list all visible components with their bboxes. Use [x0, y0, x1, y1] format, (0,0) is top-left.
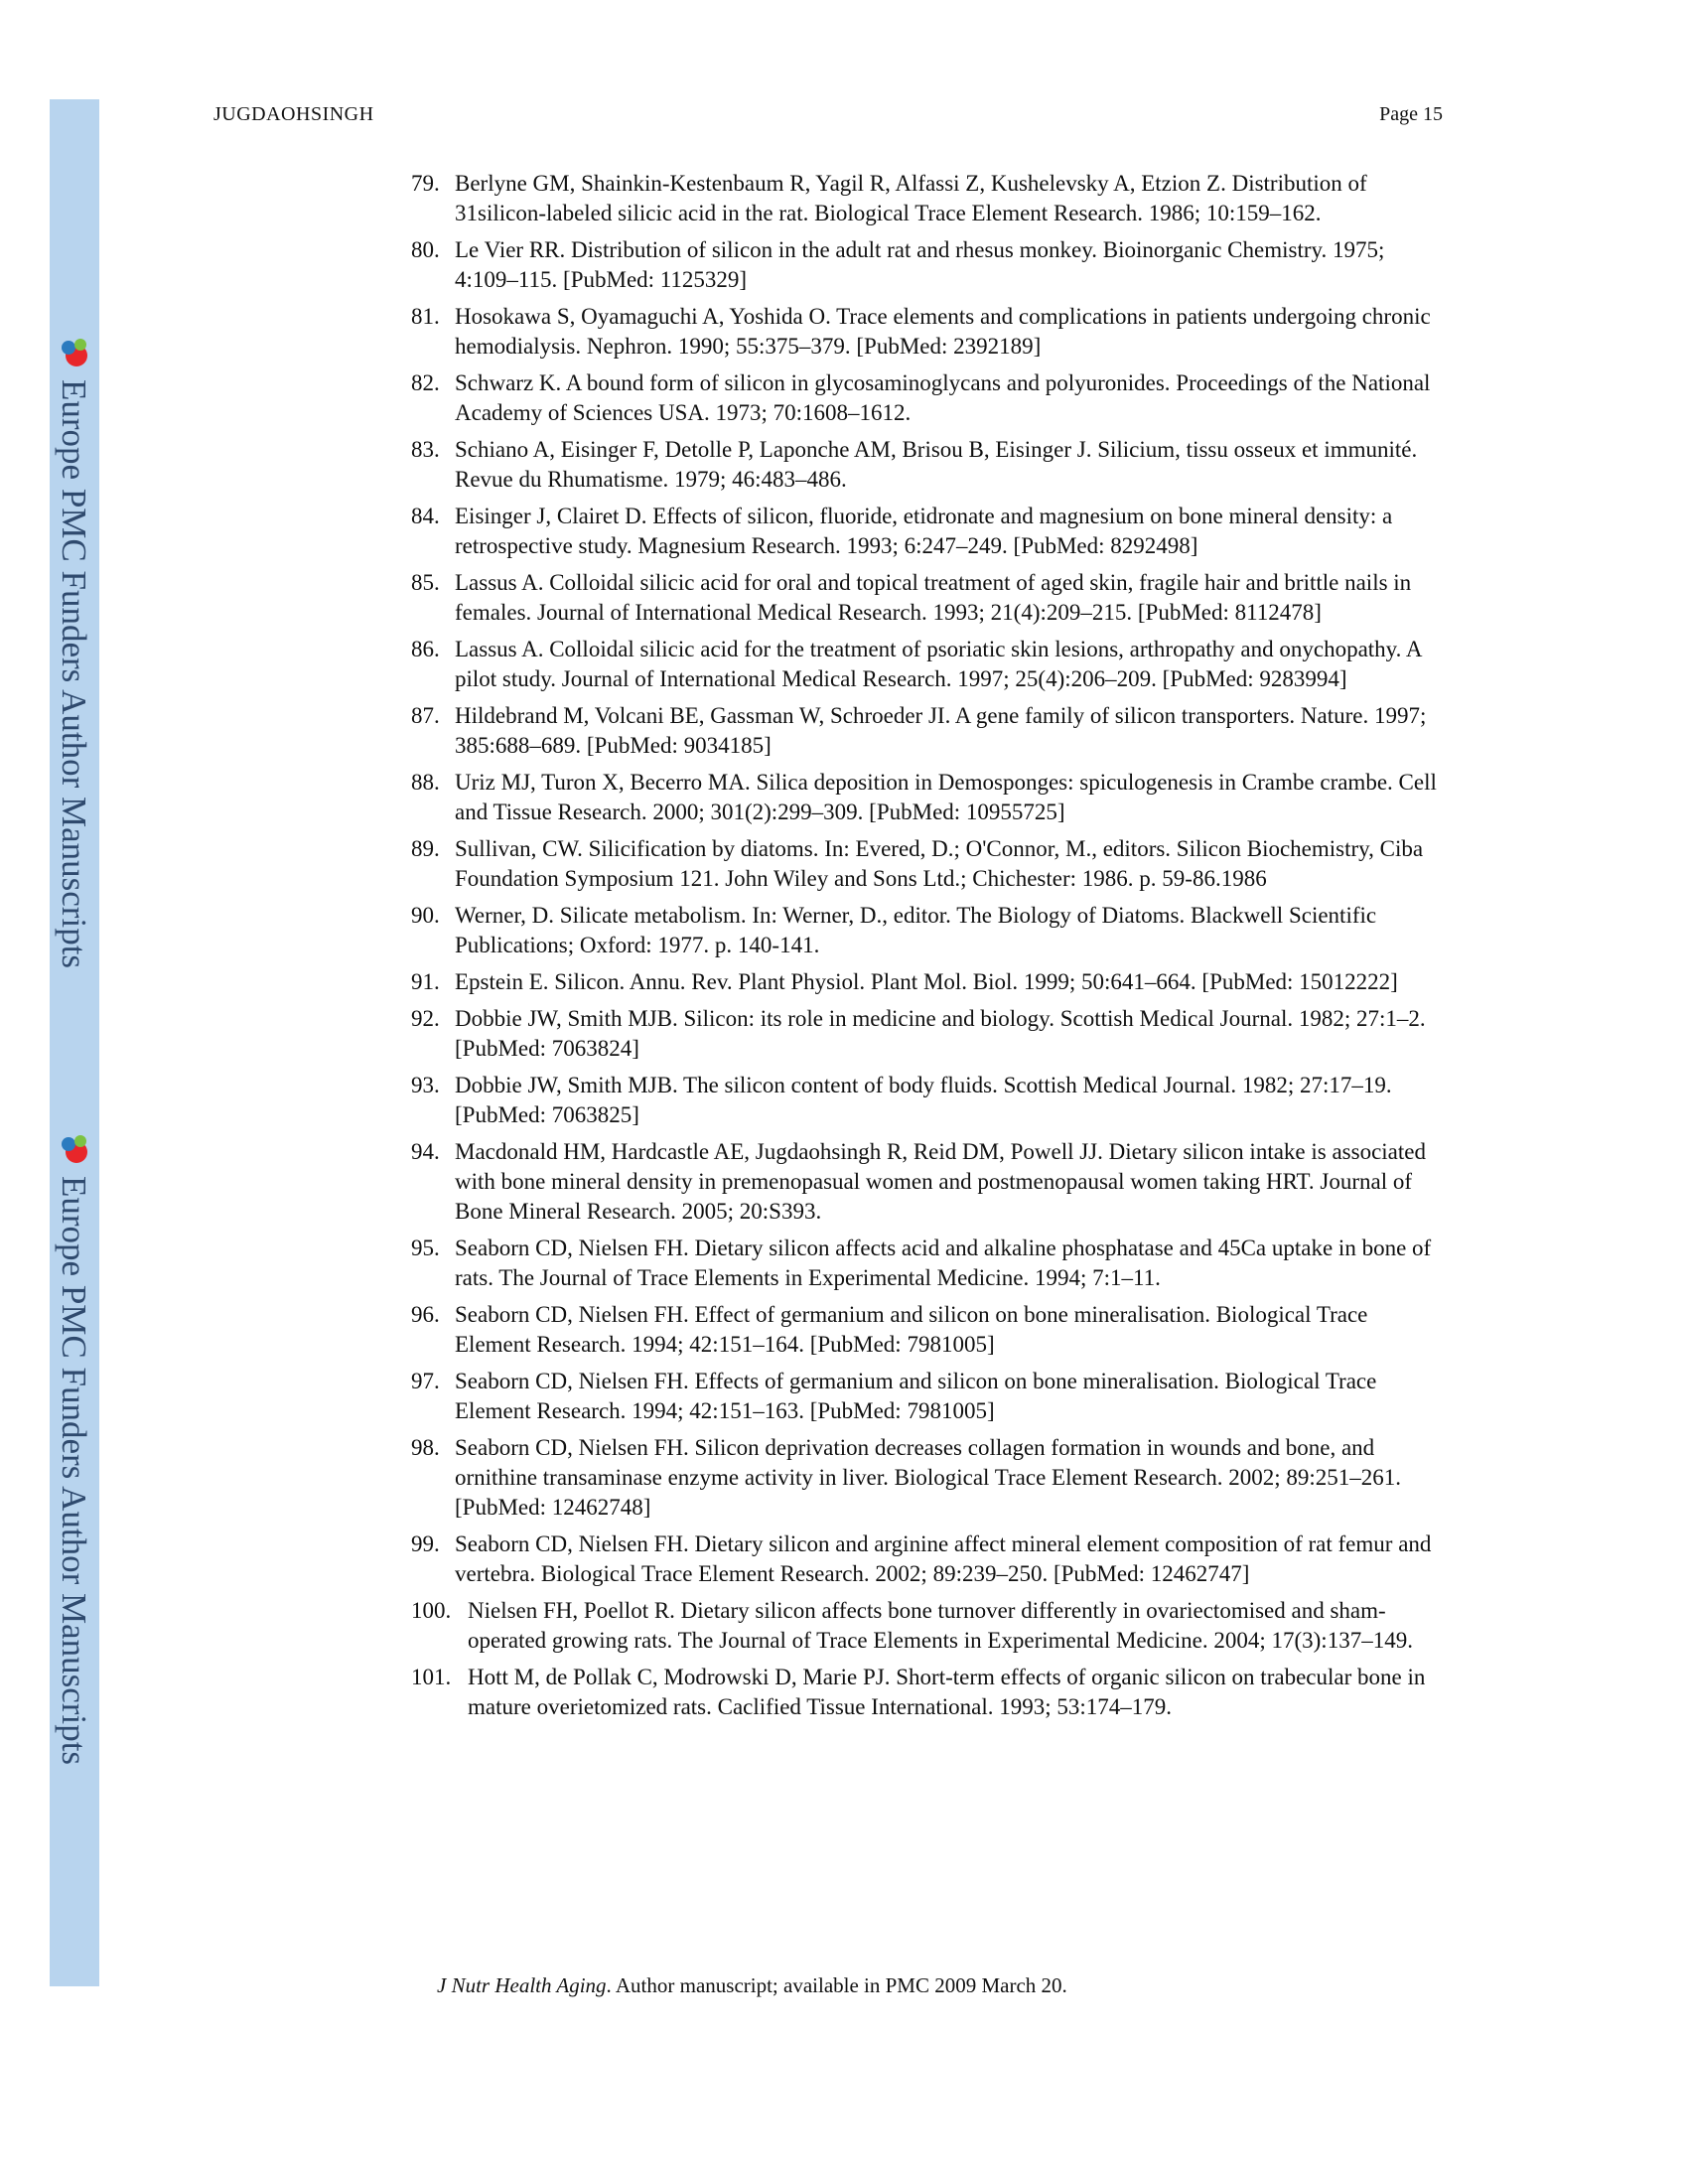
reference-text: Hosokawa S, Oyamaguchi A, Yoshida O. Trace elements and complications in patients undergoing chronic hemodialysis. Nephron. 1990; 55:375–379. [PubMed: 2392189]	[455, 304, 1431, 359]
reference-text: Uriz MJ, Turon X, Becerro MA. Silica deposition in Demosponges: spiculogenesis in Crambe crambe. Cell and Tissue Research. 2000; 301(2):299–309. [PubMed: 10955725]	[455, 770, 1437, 824]
reference-item	[411, 1071, 1444, 1130]
europe-pmc-logo-icon	[57, 1132, 92, 1168]
reference-text: Le Vier RR. Distribution of silicon in the adult rat and rhesus monkey. Bioinorganic Chemistry. 1975; 4:109–115. [PubMed: 1125329]	[455, 237, 1385, 292]
reference-text: Seaborn CD, Nielsen FH. Dietary silicon affects acid and alkaline phosphatase and 45Ca uptake in bone of rats. The Journal of Trace Elements in Experimental Medicine. 1994; 7:1–11.	[455, 1236, 1432, 1290]
reference-number: 90.	[411, 903, 440, 928]
reference-item	[411, 502, 1444, 561]
reference-item	[411, 1300, 1444, 1360]
reference-number: 97.	[411, 1369, 440, 1393]
reference-number: 93.	[411, 1073, 440, 1097]
reference-item	[411, 834, 1444, 894]
reference-text: Seaborn CD, Nielsen FH. Dietary silicon and arginine affect mineral element composition of rat femur and vertebra. Biological Trace Element Research. 2002; 89:239–250. [PubMed: 12462747]	[455, 1531, 1432, 1586]
reference-item	[411, 967, 1444, 997]
reference-text: Eisinger J, Clairet D. Effects of silicon, fluoride, etidronate and magnesium on bone mineral density: a retrospective study. Magnesium Research. 1993; 6:247–249. [PubMed: 8292498]	[455, 504, 1393, 558]
reference-text: Berlyne GM, Shainkin-Kestenbaum R, Yagil R, Alfassi Z, Kushelevsky A, Etzion Z. Distribution of 31silicon-labeled silicic acid in the rat. Biological Trace Element Research. 1986; 10:159–162.	[455, 171, 1367, 225]
reference-item	[411, 169, 1444, 228]
reference-number: 98.	[411, 1435, 440, 1460]
reference-text: Werner, D. Silicate metabolism. In: Werner, D., editor. The Biology of Diatoms. Blackwell Scientific Publications; Oxford: 1977. p. 140-141.	[455, 903, 1377, 957]
reference-item	[411, 568, 1444, 628]
reference-item	[411, 235, 1444, 295]
reference-number: 91.	[411, 969, 440, 994]
reference-item	[411, 701, 1444, 761]
reference-number: 79.	[411, 171, 440, 196]
footer-journal: J Nutr Health Aging	[437, 1973, 607, 1997]
reference-item	[411, 768, 1444, 827]
reference-item	[411, 1529, 1444, 1589]
reference-item	[411, 1137, 1444, 1227]
reference-text: Lassus A. Colloidal silicic acid for oral and topical treatment of aged skin, fragile hair and brittle nails in females. Journal of International Medical Research. 1993; 21(4):209–215. [PubMed: 8112478]	[455, 570, 1412, 625]
reference-number: 101.	[411, 1665, 452, 1689]
reference-text: Dobbie JW, Smith MJB. Silicon: its role in medicine and biology. Scottish Medical Journal. 1982; 27:1–2. [PubMed: 7063824]	[455, 1006, 1426, 1061]
reference-number: 83.	[411, 437, 440, 462]
reference-text: Sullivan, CW. Silicification by diatoms. In: Evered, D.; O'Connor, M., editors. Silicon Biochemistry, Ciba Foundation Symposium 121. John Wiley and Sons Ltd.; Chichester: 1986. p. 59-86.1986	[455, 836, 1424, 891]
reference-number: 99.	[411, 1531, 440, 1556]
reference-text: Hott M, de Pollak C, Modrowski D, Marie PJ. Short-term effects of organic silicon on trabecular bone in mature overietomized rats. Caclified Tissue International. 1993; 53:174–179.	[468, 1665, 1426, 1719]
reference-item	[411, 435, 1444, 495]
reference-item	[411, 1663, 1444, 1722]
reference-number: 92.	[411, 1006, 440, 1031]
reference-number: 88.	[411, 770, 440, 795]
reference-text: Nielsen FH, Poellot R. Dietary silicon affects bone turnover differently in ovariectomised and sham-operated growing rats. The Journal of Trace Elements in Experimental Medicine. 2004; 17(3):137–149.	[468, 1598, 1413, 1653]
reference-number: 85.	[411, 570, 440, 595]
reference-number: 87.	[411, 703, 440, 728]
reference-text: Dobbie JW, Smith MJB. The silicon content of body fluids. Scottish Medical Journal. 1982; 27:17–19. [PubMed: 7063825]	[455, 1073, 1392, 1127]
reference-text: Hildebrand M, Volcani BE, Gassman W, Schroeder JI. A gene family of silicon transporters. Nature. 1997; 385:688–689. [PubMed: 9034185]	[455, 703, 1427, 758]
reference-item	[411, 302, 1444, 362]
reference-item	[411, 1433, 1444, 1523]
reference-number: 95.	[411, 1236, 440, 1260]
reference-item	[411, 368, 1444, 428]
reference-text: Schiano A, Eisinger F, Detolle P, Laponche AM, Brisou B, Eisinger J. Silicium, tissu osseux et immunité. Revue du Rhumatisme. 1979; 46:483–486.	[455, 437, 1418, 492]
reference-number: 94.	[411, 1139, 440, 1164]
reference-number: 100.	[411, 1598, 452, 1623]
reference-text: Epstein E. Silicon. Annu. Rev. Plant Physiol. Plant Mol. Biol. 1999; 50:641–664. [PubMed: 15012222]	[455, 969, 1398, 994]
reference-item	[411, 1596, 1444, 1656]
reference-item	[411, 901, 1444, 960]
reference-number: 96.	[411, 1302, 440, 1327]
reference-number: 89.	[411, 836, 440, 861]
reference-text: Seaborn CD, Nielsen FH. Effects of germanium and silicon on bone mineralisation. Biological Trace Element Research. 1994; 42:151–163. [PubMed: 7981005]	[455, 1369, 1377, 1423]
footer-citation	[437, 1973, 1067, 1998]
reference-text: Seaborn CD, Nielsen FH. Effect of germanium and silicon on bone mineralisation. Biological Trace Element Research. 1994; 42:151–164. [PubMed: 7981005]	[455, 1302, 1368, 1357]
reference-text: Lassus A. Colloidal silicic acid for the treatment of psoriatic skin lesions, arthropathy and onychopathy. A pilot study. Journal of International Medical Research. 1997; 25(4):206–209. [PubMed: 9283994]	[455, 637, 1422, 691]
reference-item	[411, 1004, 1444, 1064]
footer-text: . Author manuscript; available in PMC 2009 March 20.	[606, 1973, 1067, 1997]
reference-item	[411, 635, 1444, 694]
running-head-author: JUGDAOHSINGH	[213, 103, 374, 125]
reference-number: 81.	[411, 304, 440, 329]
reference-item	[411, 1367, 1444, 1426]
reference-text: Schwarz K. A bound form of silicon in glycosaminoglycans and polyuronides. Proceedings of the National Academy of Sciences USA. 1973; 70:1608–1612.	[455, 370, 1431, 425]
reference-number: 82.	[411, 370, 440, 395]
reference-text: Seaborn CD, Nielsen FH. Silicon deprivation decreases collagen formation in wounds and bone, and ornithine transaminase enzyme activity in liver. Biological Trace Element Research. 2002; 89:251–261. [PubMed: 12462748]	[455, 1435, 1401, 1520]
reference-item	[411, 1234, 1444, 1293]
europe-pmc-logo-icon	[57, 336, 92, 371]
reference-list	[411, 169, 1444, 1729]
reference-number: 84.	[411, 504, 440, 528]
reference-text: Macdonald HM, Hardcastle AE, Jugdaohsingh R, Reid DM, Powell JJ. Dietary silicon intake is associated with bone mineral density in premenopasual women and postmenopausal women taking HRT. Journal of Bone Mineral Research. 2005; 20:S393.	[455, 1139, 1426, 1224]
page-number: Page 15	[1379, 103, 1443, 125]
reference-number: 80.	[411, 237, 440, 262]
reference-number: 86.	[411, 637, 440, 661]
